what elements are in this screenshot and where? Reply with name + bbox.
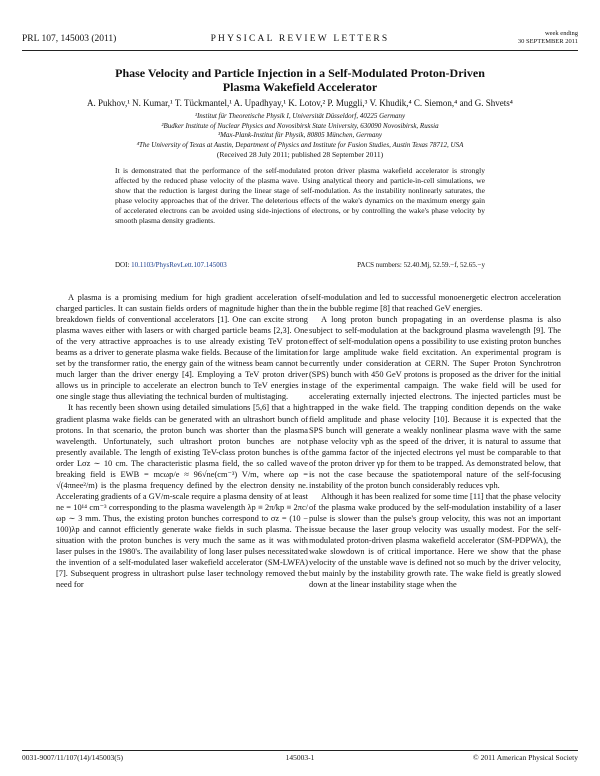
pacs-numbers: PACS numbers: 52.40.Mj, 52.59.−f, 52.65.−y — [357, 261, 485, 269]
page-number: 145003-1 — [285, 753, 315, 762]
page-footer — [22, 753, 578, 765]
paper-title: Phase Velocity and Particle Injection in a Self-Modulated Proton-Driven Plasma Wakefield Accelerator — [115, 66, 485, 94]
affiliation-3: ³Max-Plank-Institut für Physik, 80805 München, Germany — [217, 131, 383, 139]
received-date: (Received 28 July 2011; published 28 September 2011) — [216, 150, 384, 159]
running-header — [22, 30, 578, 50]
abstract: It is demonstrated that the performance of the self-modulated proton driver plasma wakefield accelerator is strongly affected by the reduced phase velocity of the plasma wave. Using analytical theory and particle-in-cell simulations, we show that the reduction is largest during the linear stage of self-modulation. As the instability nonlinearly saturates, the phase velocity approaches that of the driver. The deleterious effects of the wake's dynamics on the maximum energy gain of accelerated electrons can be avoided using side-injections of electrons, or by controlling the wake's phase velocity by smooth plasma density gradients. — [115, 166, 485, 226]
issue-date: week ending 30 SEPTEMBER 2011 — [517, 30, 578, 45]
affiliation-4: ⁴The University of Texas at Austin, Department of Physics and Institute for Fusion Studies, Austin Texas 78712, USA — [136, 140, 464, 149]
doi-line: DOI: 10.1103/PhysRevLett.107.145003 — [115, 261, 227, 269]
footer-rule — [22, 750, 578, 751]
paragraph: self-modulation and led to successful monoenergetic electron acceleration in the bubble regime [8] that reached GeV energies. — [309, 293, 561, 314]
paragraph: A plasma is a promising medium for high gradient acceleration of charged particles. It can sustain fields orders of magnitude higher than the breakdown fields of conventional accelerators [1]. One can excite strong plasma waves either with lasers or with charged particle beams [2,3]. One of the very attractive approaches is to use already existing TeV proton beams as a driver to generate plasma wake fields. Because of the limitation set by the transformer ratio, the energy gain of the witness beam cannot be much larger than the driver energy [4]. Employing a TeV proton driver allows us in principle to accelerate an electron bunch to TeV energies in one single stage thus alleviating the technical burden of multistaging. — [56, 293, 308, 402]
copyright: © 2011 American Physical Society — [473, 753, 578, 762]
journal-name: PHYSICAL REVIEW LETTERS — [210, 34, 390, 44]
header-rule — [22, 50, 578, 51]
affiliation-2: ²Budker Institute of Nuclear Physics and Novosibirsk State University, 630090 Novosibirsk, Russia — [161, 121, 439, 130]
affiliation-1: ¹Institut für Theoretische Physik I, Universität Düsseldorf, 40225 Germany — [194, 112, 406, 120]
paragraph: Although it has been realized for some time [11] that the phase velocity of the plasma wake produced by the self-modulation instability of a laser pulse is slower than the pulse's group velocity, this was not an important issue because the laser group velocity was usually modest. For the self-modulated proton-driven plasma wakefield accelerator (SM-PDPWA), the wake slowdown is of critical importance. Here we show that the phase velocity of the unstable wave is defined not so much by the driver velocity, but mainly by the instability growth rate. The wake field is greatly slowed down at the linear instability stage when the — [309, 491, 561, 590]
doi-link[interactable]: 10.1103/PhysRevLett.107.145003 — [131, 261, 227, 269]
journal-citation: PRL 107, 145003 (2011) — [22, 34, 117, 44]
paragraph: A long proton bunch propagating in an overdense plasma is also subject to self-modulation at the background plasma wavelength [9]. The effect of self-modulation opens a possibility to use existing proton bunches for large amplitude wake field excitation. An experimental program is currently under consideration at CERN. The Super Proton Synchrotron (SPS) bunch with 450 GeV protons is proposed as the driver for the initial stage of the experimental campaign. The wake field will be used for accelerating externally injected electrons. The injected particles must be trapped in the wake field. The trapping condition depends on the wake field amplitude and phase velocity [10]. Because it is expected that the SPS bunch will generate a weakly nonlinear plasma wave with the same phase velocity vph as the speed of the driver, it is natural to assume that the gamma factor of the injected electrons γel must be comparable to that of the proton driver γp for them to be trapped. As demonstrated below, that is not the case because the spatiotemporal nature of the self-focusing instability of the proton bunch considerably reduces vph. — [309, 315, 561, 490]
body-column-right — [309, 292, 561, 590]
body-column-left — [56, 292, 308, 590]
paragraph: It has recently been shown using detailed simulations [5,6] that a high gradient plasma wake fields can be generated with an ultrashort bunch of protons. In that scenario, the proton bunch was shorter than the plasma wavelength. Unfortunately, such ultrashort proton bunches are not presently available. The length of existing TeV-class proton bunches is of order Lσz ∼ 10 cm. The characteristic plasma field, the so called wave breaking field is EWB = mcωp/e ≈ 96√ne(cm⁻³) V/m, where ωp = √(4πnee²/m) is the plasma frequency defined by the electron density ne. Accelerating gradients of a GV/m-scale require a plasma density of at least ne = 10¹⁴ cm⁻³ corresponding to the plasma wavelength λp ≡ 2π/kp ≡ 2πc/ωp ∼ 3 mm. Thus, the existing proton bunches correspond to σz = (10 − 100)λp and cannot efficiently generate wake fields in such plasma. The situation with the proton bunches is very much the same as it was with laser pulses in the 1980's. The availability of long laser pulses necessitated the invention of a self-modulated laser wakefield accelerator (SM-LWFA) [7]. Subsequent progress in ultrashort pulse laser technology removed the need for — [56, 403, 308, 590]
author-list: A. Pukhov,¹ N. Kumar,¹ T. Tückmantel,¹ A. Upadhyay,¹ K. Lotov,² P. Muggli,³ V. Khudik,⁴ C. Siemon,⁴ and G. Shvets⁴ — [87, 98, 513, 108]
article-code: 0031-9007/11/107(14)/145003(5) — [22, 753, 123, 762]
